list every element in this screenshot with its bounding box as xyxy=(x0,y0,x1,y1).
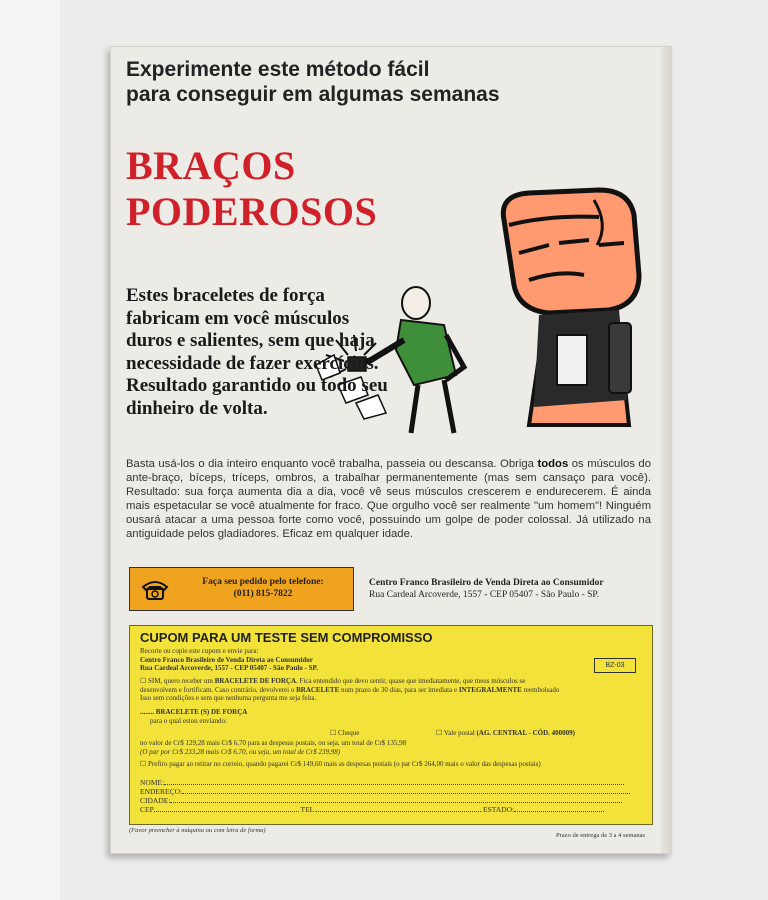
body-text-rest: os músculos do ante-braço, bíceps, tríceps, ombros, a trabalhar permanentemente (mas sem cansaço para você). Resultado: sua força aumenta dia a dia, você vê seus músculos crescerem e endurecerem. É ainda mais espetacular se você atualmente for fraco. Que orgulho você ser realmente "um homem"! Ninguém ousará atacar a uma pessoa forte como você, possuindo um golpe de poder colossal. Já utilizado na antiguidade pelos gladiadores. Eficaz em qualquer idade. xyxy=(126,458,651,540)
sim2-text-e: reembolsado xyxy=(521,685,560,694)
footer-delivery-time: Prazo de entrega de 3 a 4 semanas xyxy=(556,832,645,839)
price-pair: (O par por Cr$ 233,28 mais Cr$ 6,70, ou seja, um total de Cr$ 239,98) xyxy=(140,747,341,756)
headline xyxy=(126,57,500,107)
company-name: Centro Franco Brasileiro de Venda Direta ao Consumidor xyxy=(369,578,604,588)
body-paragraph xyxy=(126,457,651,541)
cheque-checkbox[interactable]: ☐ xyxy=(330,729,337,737)
cidade-input-line[interactable] xyxy=(170,796,622,803)
background-left xyxy=(0,0,60,900)
vale-label: Vale postal xyxy=(443,729,477,737)
endereco-label: ENDEREÇO: xyxy=(140,787,183,796)
field-cep-tel-estado[interactable] xyxy=(140,805,604,814)
sim-text-b: BRACELETE DE FORÇA xyxy=(214,677,296,685)
order-coupon[interactable] xyxy=(129,625,653,825)
coupon-code: BZ-03 xyxy=(594,658,636,673)
body-text-bold: todos xyxy=(537,458,569,470)
field-nome[interactable] xyxy=(140,778,624,787)
cep-input-line[interactable] xyxy=(154,805,299,812)
ad-title-line-1: BRAÇOS xyxy=(126,143,296,188)
tel-input-line[interactable] xyxy=(316,805,481,812)
sim-checkbox[interactable]: ☐ xyxy=(140,677,147,685)
coupon-instructions xyxy=(140,647,318,673)
sim3-text: Isso sem condições e sem que nenhuma pergunta me seja feita. xyxy=(140,694,317,702)
field-endereco[interactable] xyxy=(140,787,630,796)
company-info xyxy=(369,577,604,601)
phone-number: (011) 815-7822 xyxy=(233,589,293,599)
headline-line-2: para conseguir em algumas semanas xyxy=(126,83,500,106)
phone-order-line-1: Faça seu pedido pelo telefone: xyxy=(202,577,324,587)
cidade-label: CIDADE: xyxy=(140,796,171,805)
page-edge xyxy=(661,47,671,853)
sim-text-c: . Fica entendido que devo sentir, quase que imediatamente, que meus músculos se xyxy=(296,677,526,685)
sim-text-a: SIM, quero receber um xyxy=(148,677,215,685)
vale-checkbox[interactable]: ☐ xyxy=(436,729,443,737)
coupon-instructions-text: Recorte ou copie este cupom e envie para: xyxy=(140,647,259,655)
pay-on-delivery[interactable] xyxy=(140,760,645,769)
cheque-label: Cheque xyxy=(338,729,360,737)
footer-fill-instructions: (Favor preencher à máquina ou com letra de forma) xyxy=(129,827,266,834)
vale-code: (AG. CENTRAL - CÓD. 400009) xyxy=(476,729,575,737)
sim2-text-b: BRACELETE xyxy=(296,685,340,694)
sim2-text-d: INTEGRALMENTE xyxy=(458,685,522,694)
ad-title-line-2: PODEROSOS xyxy=(126,189,378,234)
lead-paragraph: Estes braceletes de força fabricam em você músculos duros e salientes, sem que haja necessidade de fazer exercícios. Resultado garantido ou todo seu dinheiro de volta. xyxy=(126,285,388,419)
payment-cheque[interactable] xyxy=(330,729,359,738)
ad-title xyxy=(126,143,377,235)
company-address: Rua Cardeal Arcoverde, 1557 - CEP 05407 - São Paulo - SP. xyxy=(369,590,599,600)
fist-bracelet-illustration xyxy=(489,185,649,435)
prefiro-checkbox[interactable]: ☐ xyxy=(140,760,147,768)
headline-line-1: Experimente este método fácil xyxy=(126,58,430,81)
phone-order-box xyxy=(129,567,354,611)
telephone-icon xyxy=(140,577,170,601)
sim2-text-c: num prazo de 30 dias, para ser imediata e xyxy=(339,685,459,694)
coupon-address-1: Centro Franco Brasileiro de Venda Direta ao Consumidor xyxy=(140,655,313,664)
body-text-start: Basta usá-los o dia inteiro enquanto você trabalha, passeia ou descansa. Obriga xyxy=(126,458,538,470)
price-single: no valor de Cr$ 129,28 mais Cr$ 6,70 para as despesas postais, ou seja, um total de Cr$ 135,98 xyxy=(140,739,407,747)
nome-label: NOME: xyxy=(140,778,165,787)
estado-input-line[interactable] xyxy=(514,805,604,812)
sim2-text-a: desenvolvem e fortificam. Caso contrário, devolverei o xyxy=(140,685,297,694)
nome-input-line[interactable] xyxy=(164,778,624,785)
coupon-address-2: Rua Cardeal Arcoverde, 1557 - CEP 05407 - São Paulo - SP. xyxy=(140,664,318,672)
enviando-text: para o qual estou enviando: xyxy=(150,716,227,725)
bracelete-line: ........ BRACELETE (S) DE FORÇA xyxy=(140,708,248,716)
field-cidade[interactable] xyxy=(140,796,622,805)
cep-label: CEP xyxy=(140,805,154,814)
bracelete-quantity[interactable] xyxy=(140,708,247,725)
coupon-agreement xyxy=(140,677,645,703)
price-info xyxy=(140,739,406,756)
payment-vale-postal[interactable] xyxy=(436,729,575,738)
coupon-title: CUPOM PARA UM TESTE SEM COMPROMISSO xyxy=(140,630,433,645)
estado-label: ESTADO: xyxy=(483,805,515,814)
tel-label: TEL. xyxy=(300,805,317,814)
phone-order-text xyxy=(178,576,348,600)
endereco-input-line[interactable] xyxy=(182,787,630,794)
prefiro-text: Prefiro pagar ao retirar no correio, quando pagarei Cr$ 149,60 mais as despesas postais (o par Cr$ 264,00 mais o valor das despesas postais) xyxy=(148,760,541,768)
magazine-back-cover xyxy=(110,46,672,854)
